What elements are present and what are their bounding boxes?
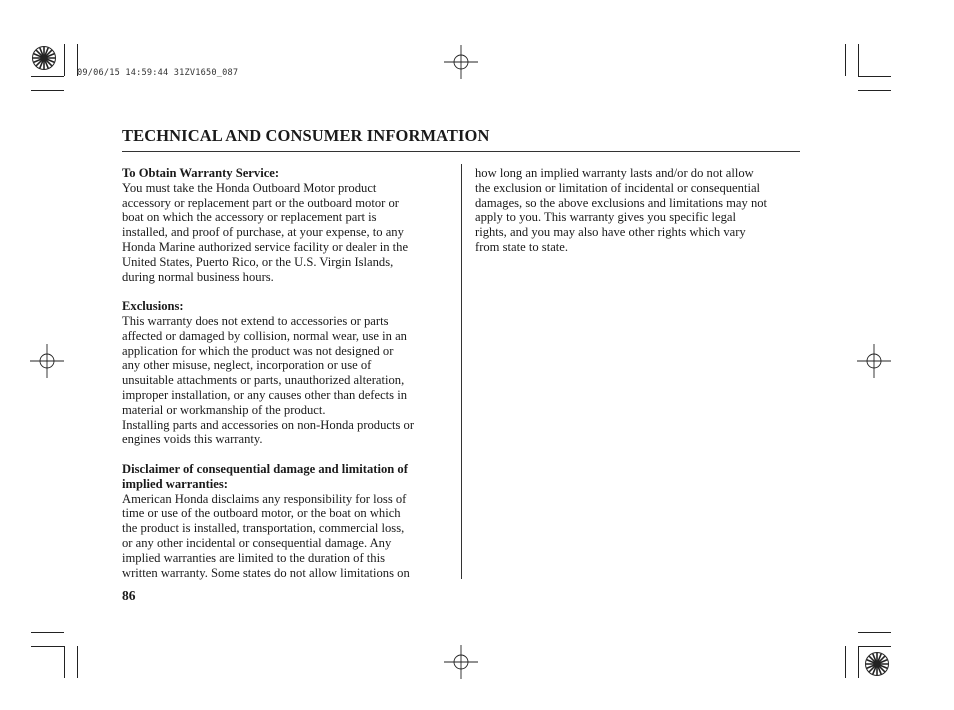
body-text-line: implied warranties are limited to the duration of this [122,550,385,565]
body-text-line: accessory or replacement part or the outboard motor or [122,195,399,210]
section-heading: Disclaimer of consequential damage and limitation of [122,461,408,476]
body-text-line: rights, and you may also have other rights which vary [475,225,746,240]
title-rule [122,151,800,152]
column-divider [461,164,462,579]
body-text-line: the exclusion or limitation of incidental or consequential [475,180,761,195]
body-text-line: time or use of the outboard motor, or the boat on which [122,506,401,521]
body-text-line: material or workmanship of the product. [122,402,326,417]
crop-line [31,646,64,647]
page-title: TECHNICAL AND CONSUMER INFORMATION [122,126,490,145]
body-text-line: from state to state. [475,239,569,254]
body-text-line: affected or damaged by collision, normal wear, use in an [122,328,407,343]
crop-line [858,76,891,77]
registration-starburst-icon [31,45,57,71]
registration-starburst-icon [864,651,890,677]
body-text-line: This warranty does not extend to accessories or parts [122,313,389,328]
page-number: 86 [122,588,136,603]
body-text-line: during normal business hours. [122,269,274,284]
crop-line [31,632,64,633]
section-heading: To Obtain Warranty Service: [122,166,280,180]
registration-crosshair-icon [444,45,478,79]
crop-line [858,646,859,678]
body-text-line: engines voids this warranty. [122,432,263,447]
right-column [475,166,805,255]
body-text-line: damages, so the above exclusions and limitations may not [475,195,768,210]
body-text-line: installed, and proof of purchase, at your expense, to any [122,225,404,240]
crop-line [858,632,891,633]
body-text-line: the product is installed, transportation, commercial loss, [122,521,405,536]
body-text-line: any other misuse, neglect, incorporation or use of [122,358,372,373]
body-text-line: application for which the product was not designed or [122,343,394,358]
body-text-line: Honda Marine authorized service facility or dealer in the [122,239,409,254]
body-text-line: Installing parts and accessories on non-Honda products or [122,417,415,432]
body-text-line: or any other incidental or consequential damage. Any [122,535,392,550]
body-text-line: American Honda disclaims any responsibility for loss of [122,491,407,506]
body-text-line: United States, Puerto Rico, or the U.S. Virgin Islands, [122,254,394,269]
body-text-line: written warranty. Some states do not allow limitations on [122,565,410,580]
crop-line [845,44,846,76]
paragraph-gap [122,447,452,462]
registration-crosshair-icon [857,344,891,378]
crop-line [64,646,65,678]
body-text-line: how long an implied warranty lasts and/or do not allow [475,166,754,180]
crop-line [858,646,891,647]
crop-line [845,646,846,678]
crop-line [31,90,64,91]
section-heading: Exclusions: [122,299,184,314]
body-text-line: You must take the Honda Outboard Motor product [122,180,377,195]
registration-crosshair-icon [30,344,64,378]
left-column [122,166,452,580]
print-timestamp: 09/06/15 14:59:44 31ZV1650_087 [77,68,239,78]
body-text-line: boat on which the accessory or replacement part is [122,210,377,225]
crop-line [858,90,891,91]
body-text-line: improper installation, or any causes other than defects in [122,387,408,402]
crop-line [64,44,65,76]
crop-line [77,646,78,678]
body-text-line: unsuitable attachments or parts, unauthorized alteration, [122,373,405,388]
registration-crosshair-icon [444,645,478,679]
paragraph-gap [122,284,452,299]
crop-line [858,44,859,76]
crop-line [31,76,64,77]
section-heading: implied warranties: [122,476,228,491]
body-text-line: apply to you. This warranty gives you specific legal [475,210,737,225]
